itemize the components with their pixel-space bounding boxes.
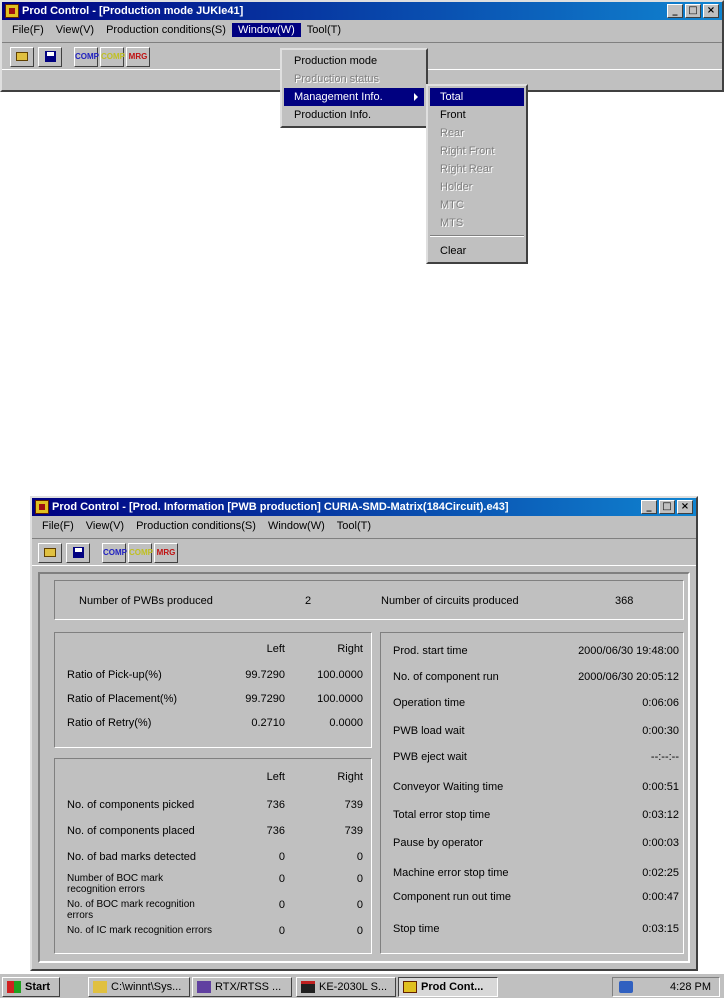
start-label: Start	[25, 981, 51, 993]
ratio-retry-label: Ratio of Retry(%)	[67, 717, 152, 729]
summary-panel	[54, 580, 684, 620]
count-placed-left: 736	[266, 825, 285, 837]
time-stop-value: 0:03:15	[642, 923, 679, 935]
pwbs-produced-label: Number of PWBs produced	[79, 595, 213, 607]
counts-col-right: Right	[337, 771, 363, 783]
ratio-retry-left: 0.2710	[251, 717, 285, 729]
close-icon[interactable]: ×	[703, 4, 719, 18]
time-pwb-load-wait-value: 0:00:30	[642, 725, 679, 737]
info-client-area	[38, 572, 690, 963]
count-ic-mark-errors-left: 0	[278, 925, 285, 937]
times-panel	[380, 632, 684, 954]
ratio-placement-label: Ratio of Placement(%)	[67, 693, 178, 705]
task-prod-control-label: Prod Cont...	[421, 981, 484, 993]
bottom-window-title: Prod Control - [Prod. Information [PWB production] CURIA-SMD-Matrix(184Circuit).e43]	[52, 501, 509, 513]
count-boc-mark-errors-right: 0	[356, 899, 363, 911]
comp-button-1[interactable]: COMP	[102, 543, 126, 563]
save-button[interactable]	[38, 47, 62, 67]
ratio-pickup-right: 100.0000	[317, 669, 363, 681]
time-pause-operator-label: Pause by operator	[393, 837, 483, 849]
save-button[interactable]	[66, 543, 90, 563]
count-boc-mark-errors-left: 0	[278, 899, 285, 911]
count-ic-mark-errors-label: No. of IC mark recognition errors	[67, 925, 213, 936]
time-pwb-eject-wait-value: --:--:--	[650, 751, 679, 763]
circuits-produced-label: Number of circuits produced	[381, 595, 519, 607]
submenu-arrow-icon	[414, 93, 418, 101]
time-pwb-load-wait-label: PWB load wait	[393, 725, 465, 737]
time-pause-operator-value: 0:00:03	[642, 837, 679, 849]
submenu-item-mts: MTS	[440, 217, 464, 229]
count-placed-right: 739	[344, 825, 363, 837]
task-rtx[interactable]	[192, 977, 292, 997]
app-icon	[403, 981, 417, 993]
open-button[interactable]	[38, 543, 62, 563]
maximize-icon[interactable]: □	[685, 4, 701, 18]
time-component-run-out-value: 0:00:47	[642, 891, 679, 903]
clock[interactable]: 4:28 PM	[670, 981, 711, 993]
count-ic-mark-errors-right: 0	[356, 925, 363, 937]
time-conveyor-wait-value: 0:00:51	[642, 781, 679, 793]
task-rtx-label: RTX/RTSS ...	[215, 981, 282, 993]
time-component-run-label: No. of component run	[393, 671, 499, 683]
count-placed-label: No. of components placed	[67, 825, 195, 837]
top-title-bar[interactable]	[2, 2, 722, 20]
count-picked-right: 739	[344, 799, 363, 811]
ratios-col-left: Left	[266, 643, 285, 655]
top-window-title: Prod Control - [Production mode JUKIe41]	[22, 5, 244, 17]
submenu-item-holder: Holder	[440, 181, 473, 193]
task-prod-control[interactable]	[398, 977, 498, 997]
time-machine-error-stop-value: 0:02:25	[642, 867, 679, 879]
ratio-pickup-left: 99.7290	[245, 669, 285, 681]
time-pwb-eject-wait-label: PWB eject wait	[393, 751, 467, 763]
save-disk-icon	[73, 547, 84, 558]
ratio-placement-left: 99.7290	[245, 693, 285, 705]
save-disk-icon	[45, 51, 56, 62]
menu-window[interactable]: Window(W)	[267, 520, 325, 532]
app-icon	[197, 981, 211, 993]
task-ke2030l-label: KE-2030L S...	[319, 981, 388, 993]
count-boc-errors-label: Number of BOC mark recognition errors	[67, 873, 164, 895]
console-icon	[301, 981, 315, 993]
task-explorer-label: C:\winnt\Sys...	[111, 981, 182, 993]
count-boc-mark-errors-label: No. of BOC mark recognition errors	[67, 899, 195, 921]
counts-col-left: Left	[266, 771, 285, 783]
bottom-title-bar[interactable]	[32, 498, 696, 516]
close-icon[interactable]: ×	[677, 500, 693, 514]
submenu-item-clear[interactable]: Clear	[440, 245, 467, 257]
time-operation-label: Operation time	[393, 697, 466, 709]
ratio-placement-right: 100.0000	[317, 693, 363, 705]
menu-tool[interactable]: Tool(T)	[336, 520, 372, 532]
menu-production-conditions[interactable]: Production conditions(S)	[136, 520, 256, 532]
window-menu-dropdown	[280, 48, 428, 128]
time-machine-error-stop-label: Machine error stop time	[393, 867, 509, 879]
bottom-toolbar	[32, 538, 696, 566]
management-info-label: Management Info.	[294, 91, 383, 103]
count-bad-marks-right: 0	[356, 851, 363, 863]
task-explorer[interactable]	[88, 977, 190, 997]
time-total-error-stop-value: 0:03:12	[642, 809, 679, 821]
merge-button[interactable]: MRG	[126, 47, 150, 67]
bottom-window	[30, 496, 698, 971]
submenu-item-front[interactable]: Front	[440, 109, 466, 121]
menu-item-production-mode[interactable]: Production mode	[294, 55, 378, 67]
time-operation-value: 0:06:06	[642, 697, 679, 709]
time-component-run-out-label: Component run out time	[393, 891, 512, 903]
count-picked-left: 736	[266, 799, 285, 811]
top-menu-bar	[2, 21, 722, 39]
restore-icon[interactable]: □	[659, 500, 675, 514]
ratio-pickup-label: Ratio of Pick-up(%)	[67, 669, 162, 681]
ratios-panel	[54, 632, 372, 748]
windows-logo-icon	[7, 981, 21, 993]
submenu-item-mtc: MTC	[440, 199, 464, 211]
comp-button-2[interactable]: COMP	[100, 47, 124, 67]
menu-file[interactable]: File(F)	[42, 520, 74, 532]
folder-open-icon	[16, 52, 28, 61]
time-component-run-value: 2000/06/30 20:05:12	[578, 671, 679, 683]
system-tray	[612, 977, 720, 997]
menu-view[interactable]: View(V)	[85, 520, 125, 532]
app-icon	[35, 500, 49, 514]
minimize-icon[interactable]: _	[667, 4, 683, 18]
menu-window[interactable]: Window(W)	[232, 23, 301, 37]
menu-item-management-info[interactable]	[284, 88, 424, 106]
ratio-retry-right: 0.0000	[329, 717, 363, 729]
time-total-error-stop-label: Total error stop time	[393, 809, 491, 821]
submenu-item-right-rear: Right Rear	[440, 163, 493, 175]
ratios-col-right: Right	[337, 643, 363, 655]
merge-button[interactable]: MRG	[154, 543, 178, 563]
folder-open-icon	[44, 548, 56, 557]
pwbs-produced-value: 2	[305, 595, 312, 607]
time-prod-start-label: Prod. start time	[393, 645, 468, 657]
menu-file[interactable]: File(F)	[12, 24, 44, 36]
app-icon	[5, 4, 19, 18]
start-button[interactable]	[2, 977, 60, 997]
time-prod-start-value: 2000/06/30 19:48:00	[578, 645, 679, 657]
bottom-menu-bar	[32, 517, 696, 535]
time-stop-label: Stop time	[393, 923, 440, 935]
count-boc-errors-left: 0	[278, 873, 285, 885]
minimize-icon[interactable]: _	[641, 500, 657, 514]
management-submenu	[426, 84, 528, 264]
menu-production-conditions[interactable]: Production conditions(S)	[106, 24, 226, 36]
count-boc-errors-right: 0	[356, 873, 363, 885]
counts-panel	[54, 758, 372, 954]
folder-icon	[93, 981, 107, 993]
count-bad-marks-label: No. of bad marks detected	[67, 851, 197, 863]
circuits-produced-value: 368	[615, 595, 634, 607]
menu-item-production-info[interactable]: Production Info.	[294, 109, 372, 121]
task-ke2030l[interactable]	[296, 977, 396, 997]
submenu-item-total[interactable]: Total	[430, 88, 524, 106]
submenu-item-right-front: Right Front	[440, 145, 495, 157]
time-conveyor-wait-label: Conveyor Waiting time	[393, 781, 504, 793]
comp-button-1[interactable]: COMP	[74, 47, 98, 67]
count-picked-label: No. of components picked	[67, 799, 195, 811]
menu-item-production-status: Production status	[294, 73, 379, 85]
comp-button-2[interactable]: COMP	[128, 543, 152, 563]
submenu-item-rear: Rear	[440, 127, 464, 139]
menu-tool[interactable]: Tool(T)	[306, 24, 342, 36]
submenu-separator	[430, 235, 524, 237]
taskbar	[0, 972, 724, 998]
menu-view[interactable]: View(V)	[55, 24, 95, 36]
open-button[interactable]	[10, 47, 34, 67]
tray-network-icon[interactable]	[619, 981, 633, 993]
count-bad-marks-left: 0	[278, 851, 285, 863]
